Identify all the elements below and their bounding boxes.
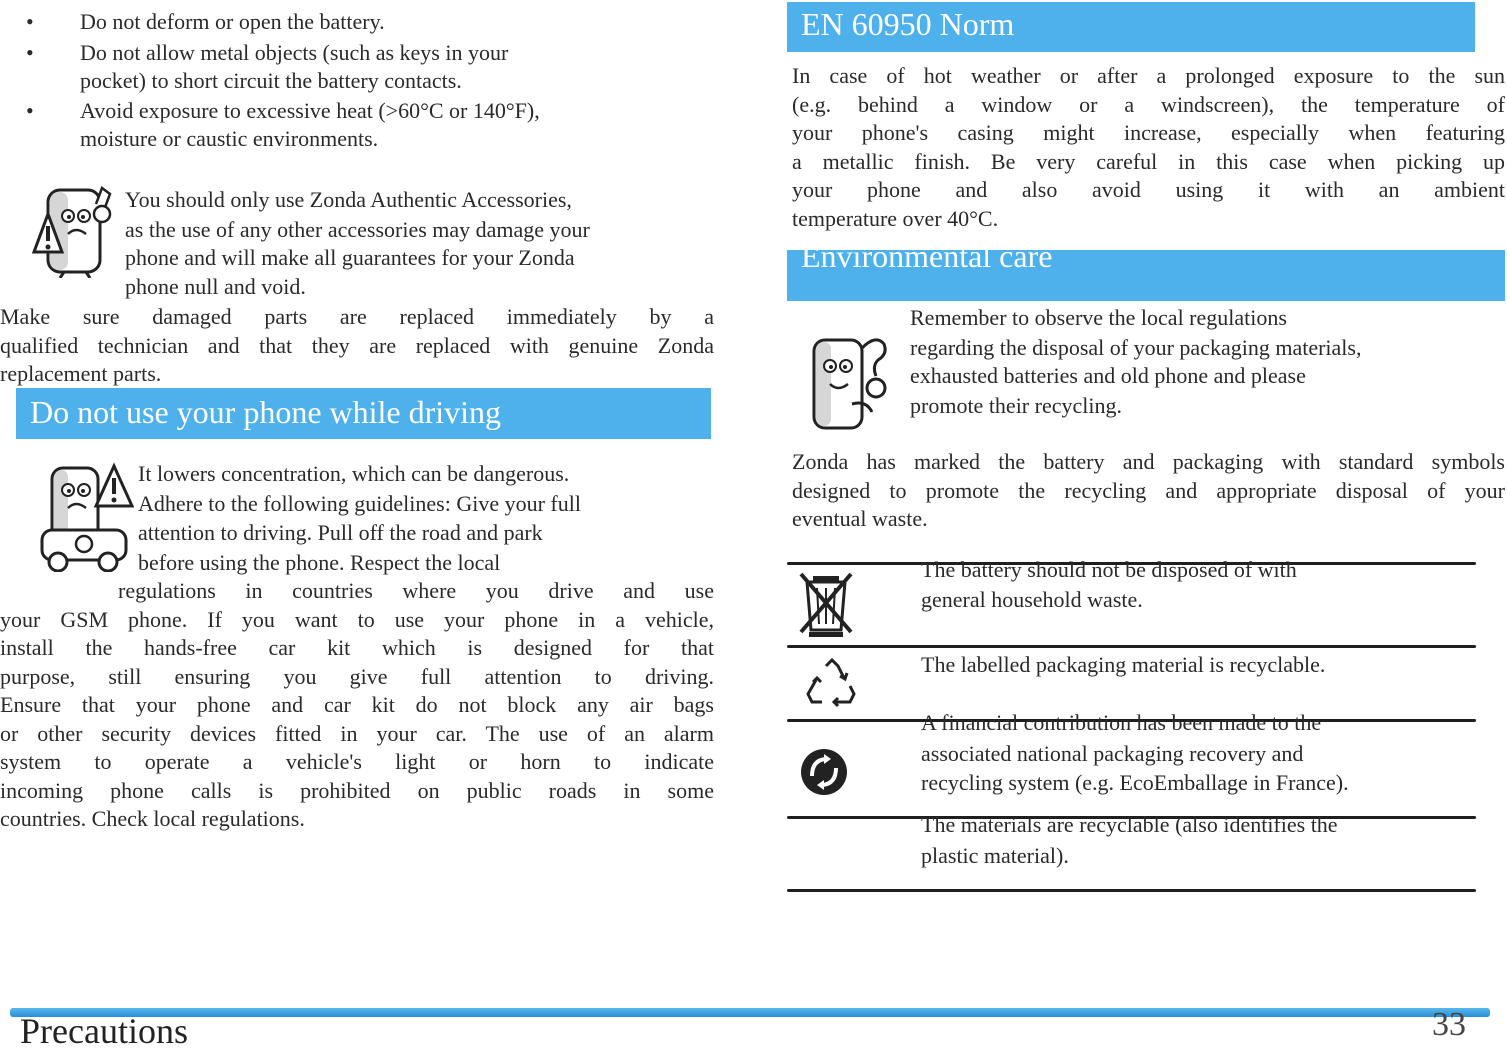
paragraph-line: Make sure damaged parts are replaced immediately by a xyxy=(0,304,714,329)
symbol-description xyxy=(921,811,1481,870)
intro-line: Adhere to the following guidelines: Give your full xyxy=(138,490,581,516)
paragraph-line: install the hands-free car kit which is designed for that xyxy=(0,635,714,660)
paragraph-line: or other security devices fitted in your car. The use of an alarm xyxy=(0,720,714,746)
paragraph-line: your GSM phone. If you want to use your phone in a vehicle, xyxy=(0,606,714,632)
symbol-line: recycling system (e.g. EcoEmballage in France). xyxy=(921,770,1349,795)
paragraph-line: incoming phone calls is prohibited on public roads in some xyxy=(0,777,714,803)
note-line: phone and will make all guarantees for your Zonda xyxy=(125,245,575,270)
replace-parts-paragraph xyxy=(0,303,714,389)
intro-line: It lowers concentration, which can be dangerous. xyxy=(138,461,570,486)
symbol-description xyxy=(921,709,1481,798)
paragraph-line: countries. Check local regulations. xyxy=(0,806,305,831)
heading-text: Do not use your phone while driving xyxy=(30,394,502,430)
paragraph-line: a metallic finish. Be very careful in this case when picking up xyxy=(792,148,1505,174)
bullet-text: Do not deform or open the battery. xyxy=(80,9,385,34)
note-line: You should only use Zonda Authentic Accessories, xyxy=(125,187,572,212)
note-line: promote their recycling. xyxy=(910,392,1122,418)
heading-text: Environmental care xyxy=(801,238,1053,274)
driving-mascot-icon xyxy=(38,460,134,572)
symbol-line: The battery should not be disposed of with xyxy=(921,557,1297,582)
paragraph-line: In case of hot weather or after a prolonged exposure to the sun xyxy=(792,63,1505,88)
paragraph-line: temperature over 40°C. xyxy=(792,205,999,231)
note-line: exhausted batteries and old phone and please xyxy=(910,363,1306,388)
driving-section-heading xyxy=(16,388,711,439)
driving-intro xyxy=(138,460,708,577)
recycling-mascot-icon xyxy=(806,330,890,434)
paragraph-line: replacement parts. xyxy=(0,361,162,386)
footer-section-title: Precautions xyxy=(20,1011,188,1051)
symbol-line: The materials are recyclable (also identifies the xyxy=(921,812,1338,837)
crossed-bin-icon xyxy=(795,570,857,638)
note-line: regarding the disposal of your packaging materials, xyxy=(910,334,1362,360)
symbol-line: plastic material). xyxy=(921,842,1069,868)
intro-line: attention to driving. Pull off the road and park xyxy=(138,520,543,545)
environment-section-heading xyxy=(787,238,1505,301)
symbol-description xyxy=(921,651,1481,680)
driving-body xyxy=(0,577,714,834)
paragraph-line: your phone and also avoid using it with an ambient xyxy=(792,177,1505,202)
bullet-text: pocket) to short circuit the battery contacts. xyxy=(80,68,462,93)
bullet-text: moisture or caustic environments. xyxy=(80,126,379,151)
paragraph-line: designed to promote the recycling and appropriate disposal of your xyxy=(792,477,1505,503)
symbol-line: A financial contribution has been made to the xyxy=(921,710,1322,735)
heading-text: EN 60950 Norm xyxy=(801,6,1015,42)
bullet-item xyxy=(0,97,700,157)
bullet-dot: • xyxy=(26,98,34,123)
symbol-line: The labelled packaging material is recyclable. xyxy=(921,652,1326,677)
bullet-item xyxy=(0,8,700,38)
symbol-table-rule xyxy=(787,645,1476,648)
paragraph-line: your phone's casing might increase, especially when featuring xyxy=(792,120,1505,145)
page-number: 33 xyxy=(1432,1006,1466,1043)
symbol-line: associated national packaging recovery and xyxy=(921,740,1304,766)
norm-section-heading xyxy=(787,2,1475,52)
paragraph-line: qualified technician and that they are replaced with genuine Zonda xyxy=(0,332,714,358)
note-line: as the use of any other accessories may damage your xyxy=(125,216,590,242)
paragraph-line: eventual waste. xyxy=(792,506,928,531)
norm-paragraph xyxy=(792,62,1505,233)
paragraph-line: regulations in countries where you drive and use xyxy=(118,578,714,603)
green-dot-icon xyxy=(798,746,850,798)
note-line: phone null and void. xyxy=(125,273,306,299)
bullet-item xyxy=(0,39,700,99)
warning-phone-mascot-icon xyxy=(30,184,122,278)
bullet-text: Avoid exposure to excessive heat (>60°C or 140°F), xyxy=(80,98,540,123)
accessories-note xyxy=(125,186,705,301)
symbol-line: general household waste. xyxy=(921,586,1143,612)
paragraph-line: (e.g. behind a window or a windscreen), the temperature of xyxy=(792,91,1505,117)
bullet-text: Do not allow metal objects (such as keys in your xyxy=(80,40,509,65)
symbol-description xyxy=(921,556,1481,614)
environment-paragraph xyxy=(792,448,1505,534)
paragraph-line: system to operate a vehicle's light or horn to indicate xyxy=(0,749,714,774)
paragraph-line: purpose, still ensuring you give full attention to driving. xyxy=(0,663,714,689)
intro-line: before using the phone. Respect the local xyxy=(138,549,501,575)
note-line: Remember to observe the local regulations xyxy=(910,305,1287,330)
recycle-icon xyxy=(804,656,860,712)
bullet-dot: • xyxy=(26,40,34,65)
paragraph-line: Zonda has marked the battery and packaging with standard symbols xyxy=(792,449,1505,474)
paragraph-line: Ensure that your phone and car kit do not block any air bags xyxy=(0,692,714,717)
footer-rule xyxy=(10,1008,1490,1017)
symbol-table-rule xyxy=(787,889,1476,892)
bullet-dot: • xyxy=(26,9,34,34)
environment-note xyxy=(910,304,1500,420)
